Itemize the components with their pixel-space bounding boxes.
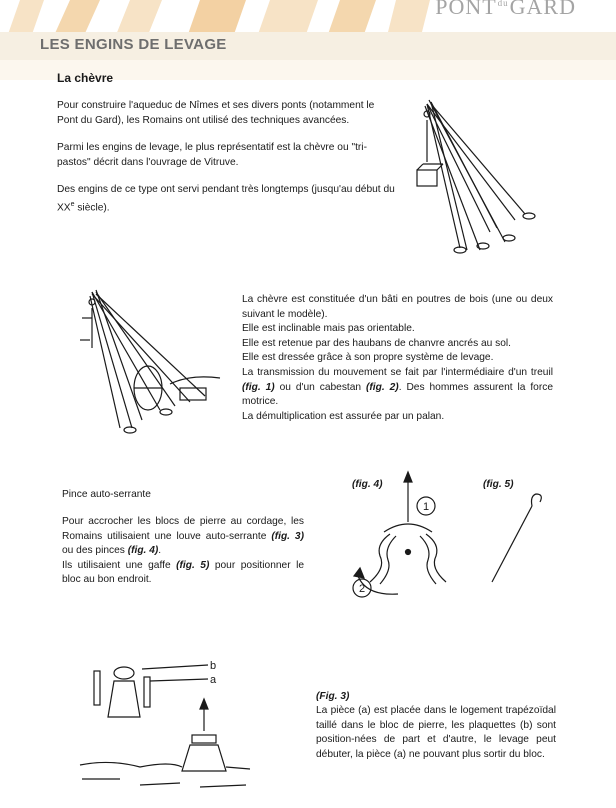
- chevre-paragraph-3: Des engins de ce type ont servi pendant très longtemps (jusqu'au début du XXe siècle).: [57, 184, 395, 213]
- pince-title: Pince auto-serrante: [62, 489, 151, 500]
- chevre-paragraph-1: Pour construire l'aqueduc de Nîmes et ses divers ponts (notamment le Pont du Gard), les Romains ont utilisé des techniques avancées.: [57, 100, 375, 126]
- chevre-illustration-2: [70, 288, 230, 438]
- arrow-label-2: 2: [359, 583, 366, 595]
- fig3-label-a: a: [210, 674, 217, 686]
- pince-paragraph: Pour accrocher les blocs de pierre au cordage, les Romains utilisaient une louve auto-serrante (fig. 3) ou des pinces (fig. 4). Ils utilisaient une gaffe (fig. 5) pour positionner le bloc au bon endroit.: [62, 516, 305, 586]
- fig4-tongs-illustration: [340, 472, 460, 602]
- chevre-illustration-1: [405, 100, 545, 260]
- fig5-label: (fig. 5): [483, 479, 514, 490]
- fig3-label: (Fig. 3): [316, 691, 350, 702]
- section-title: LES ENGINS DE LEVAGE: [40, 36, 227, 53]
- fig3-caption: La pièce (a) est placée dans le logement trapézoïdal taillé dans le bloc de pierre, les plaquettes (b) sont position-nées de part et d'autre, le levage peut débuter, la pièce (a) ne pouvant plus sortir du bloc.: [316, 705, 556, 760]
- arrow-label-1: 1: [423, 501, 430, 513]
- chevre-description: La chèvre est constituée d'un bâti en poutres de bois (une ou deux suivant le modèle). Elle est inclinable mais pas orientable. Elle est retenue par des haubans de chanvre ancrés au sol. Elle est dressée grâce à son propre système de levage. La transmission du mouvement se fait par l'intermédiaire d'un treuil (fig. 1) ou d'un cabestan (fig. 2). Des hommes assurent la force motrice. La démultiplication est assurée par un palan.: [242, 294, 553, 422]
- heading-chevre: La chèvre: [57, 71, 114, 85]
- fig3-louve-illustration: [80, 655, 250, 795]
- fig4-label: (fig. 4): [352, 479, 383, 490]
- fig3-label-b: b: [210, 660, 217, 672]
- brand-logo: $PONT^{du}GARD$: [435, 0, 576, 19]
- fig5-gaffe-illustration: [480, 488, 550, 588]
- chevre-paragraph-2: Parmi les engins de levage, le plus représentatif est la chèvre ou "tri-pastos" décrit dans l'ouvrage de Vitruve.: [57, 142, 367, 168]
